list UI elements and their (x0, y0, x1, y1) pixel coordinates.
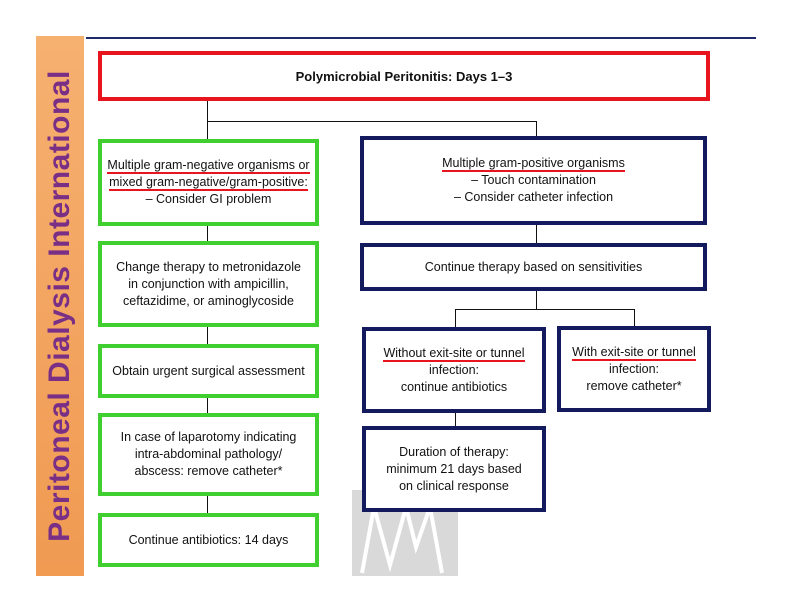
continue-sensitivities-box (360, 243, 707, 291)
connector (455, 309, 456, 329)
gram-negative-box (98, 139, 319, 226)
connector (207, 121, 537, 122)
with-exit-line3: remove catheter* (586, 378, 682, 393)
duration-line3: on clinical response (399, 478, 509, 493)
laparotomy-line2: intra-abdominal pathology/ (134, 447, 283, 461)
connector (207, 325, 208, 345)
duration-line2: minimum 21 days based (386, 461, 522, 476)
without-exit-box (362, 327, 546, 413)
change-therapy-line1: Change therapy to metronidazole (116, 259, 301, 274)
duration-box (362, 426, 546, 512)
laparotomy-box (98, 413, 319, 496)
root-box (98, 51, 710, 101)
connector (207, 397, 208, 414)
surgical-text: Obtain urgent surgical assessment (112, 363, 305, 378)
change-therapy-line2: in conjunction with ampicillin, (128, 276, 289, 291)
laparotomy-line3: abscess: remove catheter* (134, 464, 283, 478)
gram-positive-line3: – Consider catheter infection (453, 190, 614, 204)
laparotomy-line1: In case of laparotomy indicating (120, 430, 297, 444)
without-exit-line2: infection: (428, 362, 480, 377)
connector (536, 224, 537, 244)
gram-negative-line3: – Consider GI problem (145, 192, 272, 206)
connector (207, 494, 208, 514)
gram-positive-line2: – Touch contamination (471, 173, 596, 187)
surgical-box (98, 344, 319, 398)
connector (455, 309, 635, 310)
connector (536, 290, 537, 310)
continue-sensitivities-text: Continue therapy based on sensitivities (424, 259, 643, 274)
continue-14-box (98, 513, 319, 567)
with-exit-line1: With exit-site or tunnel (572, 344, 696, 359)
journal-title: Peritoneal Dialysis International (43, 70, 76, 542)
without-exit-line1: Without exit-site or tunnel (383, 345, 525, 360)
change-therapy-box (98, 241, 319, 327)
change-therapy-line3: ceftazidime, or aminoglycoside (123, 293, 294, 308)
root-title: Polymicrobial Peritonitis: Days 1–3 (295, 68, 513, 84)
connector (455, 412, 456, 427)
continue-14-text: Continue antibiotics: 14 days (128, 532, 289, 547)
connector (207, 121, 208, 140)
with-exit-box (557, 326, 711, 412)
gram-negative-line2: mixed gram-negative/gram-positive: (109, 175, 308, 189)
connector (207, 224, 208, 242)
without-exit-line3: continue antibiotics (400, 379, 508, 394)
connector (207, 100, 208, 122)
gram-positive-line1: Multiple gram-positive organisms (442, 156, 625, 170)
gram-negative-line1: Multiple gram-negative organisms or (107, 158, 310, 172)
gram-positive-box (360, 136, 707, 225)
connector (634, 309, 635, 327)
duration-line1: Duration of therapy: (399, 444, 509, 459)
with-exit-line2: infection: (608, 361, 660, 376)
header-rule (86, 37, 756, 39)
